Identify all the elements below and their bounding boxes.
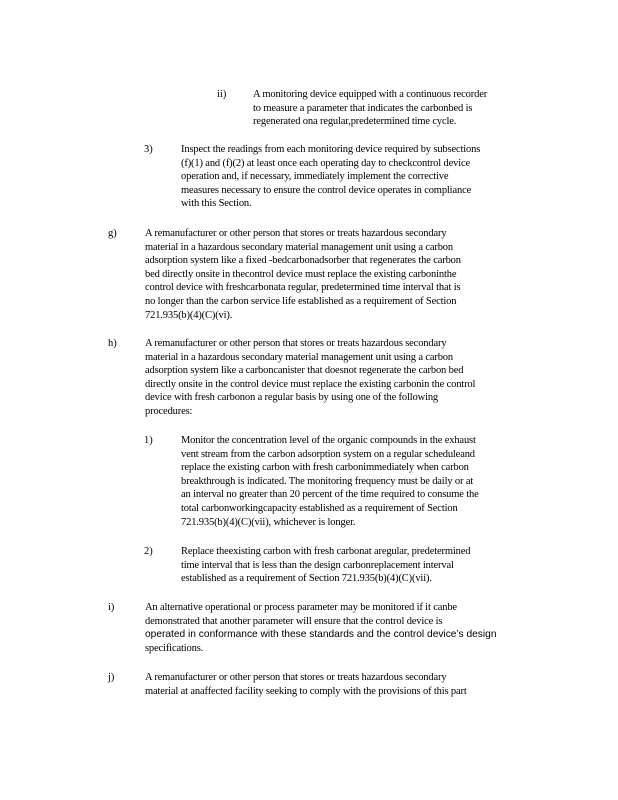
text-line: total carbonworkingcapacity established as a requirement of Section [181,502,458,514]
section-label-j: j) [108,672,115,683]
section-label-3: 3) [144,144,153,155]
section-label-ii: ii) [217,89,227,100]
text-line: no longer than the carbon service life established as a requirement of Section [145,295,457,307]
section-label-h: h) [108,338,117,349]
text-line: An alternative operational or process parameter may be monitored if it canbe [145,602,457,613]
section-label-h1: 1) [144,435,153,446]
text-line: A remanufacturer or other person that stores or treats hazardous secondary [145,338,447,349]
text-line: device with fresh carbonon a regular basis by using one of the following [145,392,439,404]
text-line: measures necessary to ensure the control device operates in compliance [181,184,472,196]
section-text-g [145,227,525,322]
section-text-h [145,337,530,419]
text-line: adsorption system like a fixed -bedcarbonadsorber that regenerates the carbon [145,255,461,267]
text-line: regenerated ona regular,predetermined time cycle. [253,116,457,128]
text-line: 721.935(b)(4)(C)(vi). [145,309,233,321]
section-label-i: i) [108,602,115,613]
text-line: A monitoring device equipped with a continuous recorder [253,89,488,100]
section-label-h2: 2) [144,546,153,557]
text-line: material at anaffected facility seeking to comply with the provisions of this part [145,685,467,697]
text-line: vent stream from the carbon adsorption system on a regular scheduleand [181,448,475,460]
text-line: Replace theexisting carbon with fresh carbonat aregular, predetermined [181,546,471,557]
text-line: an interval no greater than 20 percent of the time required to consume the [181,489,479,501]
text-line: procedures: [145,405,193,417]
text-line: bed directly onsite in thecontrol device must replace the existing carboninthe [145,268,457,280]
text-line: control device with freshcarbonata regular, predetermined time interval that is [145,282,461,294]
section-text-ii [253,88,525,129]
text-line: Monitor the concentration level of the organic compounds in the exhaust [181,435,476,446]
text-line: directly onsite in the control device must replace the existing carbonin the control [145,378,476,390]
text-line: demonstrated that another parameter will ensure that the control device is [145,615,443,627]
text-line: replace the existing carbon with fresh carbonimmediately when carbon [181,462,469,474]
text-line: breakthrough is indicated. The monitoring frequency must be daily or at [181,475,474,487]
text-line: established as a requirement of Section 721.935(b)(4)(C)(vii). [181,573,432,585]
text-line: 721.935(b)(4)(C)(vii), whichever is longer. [181,516,356,528]
text-line: (f)(1) and (f)(2) at least once each operating day to checkcontrol device [181,157,471,169]
section-text-h2 [181,545,516,586]
text-line: material in a hazardous secondary material management unit using a carbon [145,241,454,253]
section-text-3 [181,143,531,211]
text-line: time interval that is less than the design carbonreplacement interval [181,559,454,571]
text-line: adsorption system like a carboncanister that doesnot regenerate the carbon bed [145,365,464,377]
section-label-g: g) [108,228,117,239]
section-text-j [145,671,527,698]
text-line: material in a hazardous secondary material management unit using a carbon [145,351,454,363]
text-line: to measure a parameter that indicates the carbonbed is [253,102,473,114]
section-text-i [145,601,525,655]
text-line: operation and, if necessary, immediately implement the corrective [181,171,449,183]
text-line: specifications. [145,642,204,654]
text-line: with this Section. [181,198,252,210]
text-line: A remanufacturer or other person that stores or treats hazardous secondary [145,672,447,683]
text-line: A remanufacturer or other person that stores or treats hazardous secondary [145,228,447,239]
section-text-h1 [181,434,534,529]
text-line: operated in conformance with these standards and the control device’s design [145,629,497,641]
text-line: Inspect the readings from each monitoring device required by subsections [181,144,481,155]
